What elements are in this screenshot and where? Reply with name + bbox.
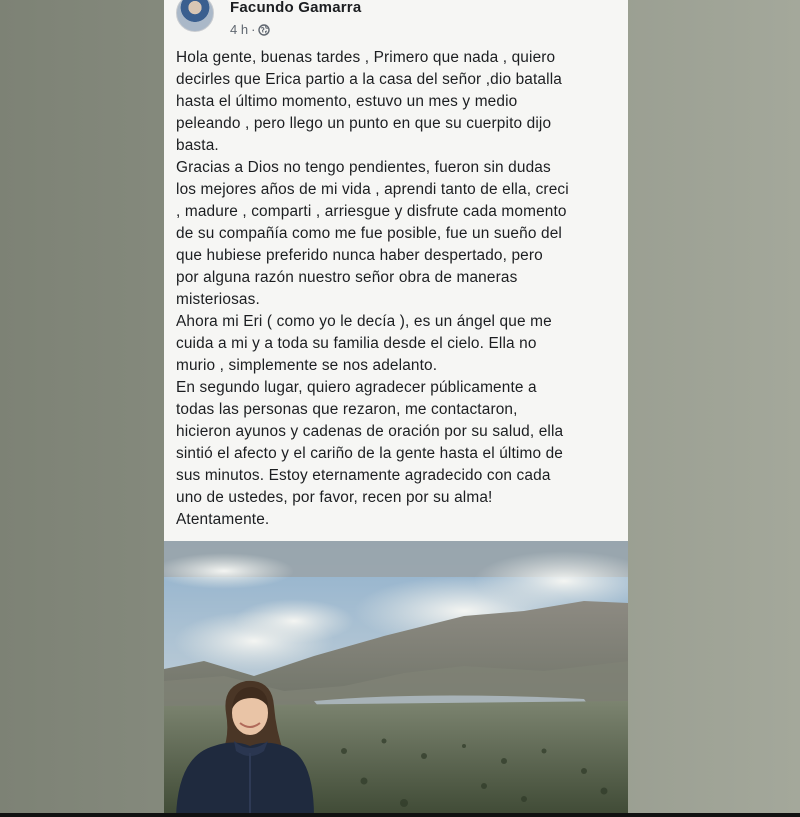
post-meta (230, 22, 270, 37)
post-paragraph: Gracias a Dios no tengo pendientes, fueron sin dudas los mejores años de mi vida , aprendi tanto de ella, creci , madure , comparti , arriesgue y disfrute cada momento de su compañía como me fue posible, fue un sueño del que hubiese preferido nunca haber despertado, pero por alguna razón nuestro señor obra de maneras misteriosas. (176, 159, 569, 308)
author-name[interactable]: Facundo Gamarra (230, 0, 362, 16)
author-avatar[interactable] (176, 0, 214, 32)
post-time[interactable]: 4 h (230, 22, 249, 37)
landscape-photo (164, 541, 628, 817)
post-card (164, 0, 628, 817)
meta-separator: · (251, 22, 256, 37)
post-header (176, 0, 616, 44)
post-paragraph: Atentamente. (176, 511, 270, 528)
post-paragraph: Hola gente, buenas tardes , Primero que nada , quiero decirles que Erica partio a la casa del señor ,dio batalla hasta el último momento, estuvo un mes y medio peleando , pero llego un punto en que su cuerpito dijo basta. (176, 49, 562, 154)
post-photo[interactable] (164, 541, 628, 817)
post-paragraph: Ahora mi Eri ( como yo le decía ), es un ángel que me cuida a mi y a toda su familia desde el cielo. Ella no murio , simplemente se nos adelanto. (176, 313, 552, 374)
bottom-bar (0, 813, 800, 817)
globe-icon[interactable] (258, 24, 270, 36)
post-paragraph: En segundo lugar, quiero agradecer públicamente a todas las personas que rezaron, me contactaron, hicieron ayunos y cadenas de oración por su salud, ella sintió el afecto y el cariño de la gente hasta el último de sus minutos. Estoy eternamente agradecido con cada uno de ustedes, por favor, recen por su alma! (176, 379, 564, 506)
post-body (176, 47, 618, 531)
